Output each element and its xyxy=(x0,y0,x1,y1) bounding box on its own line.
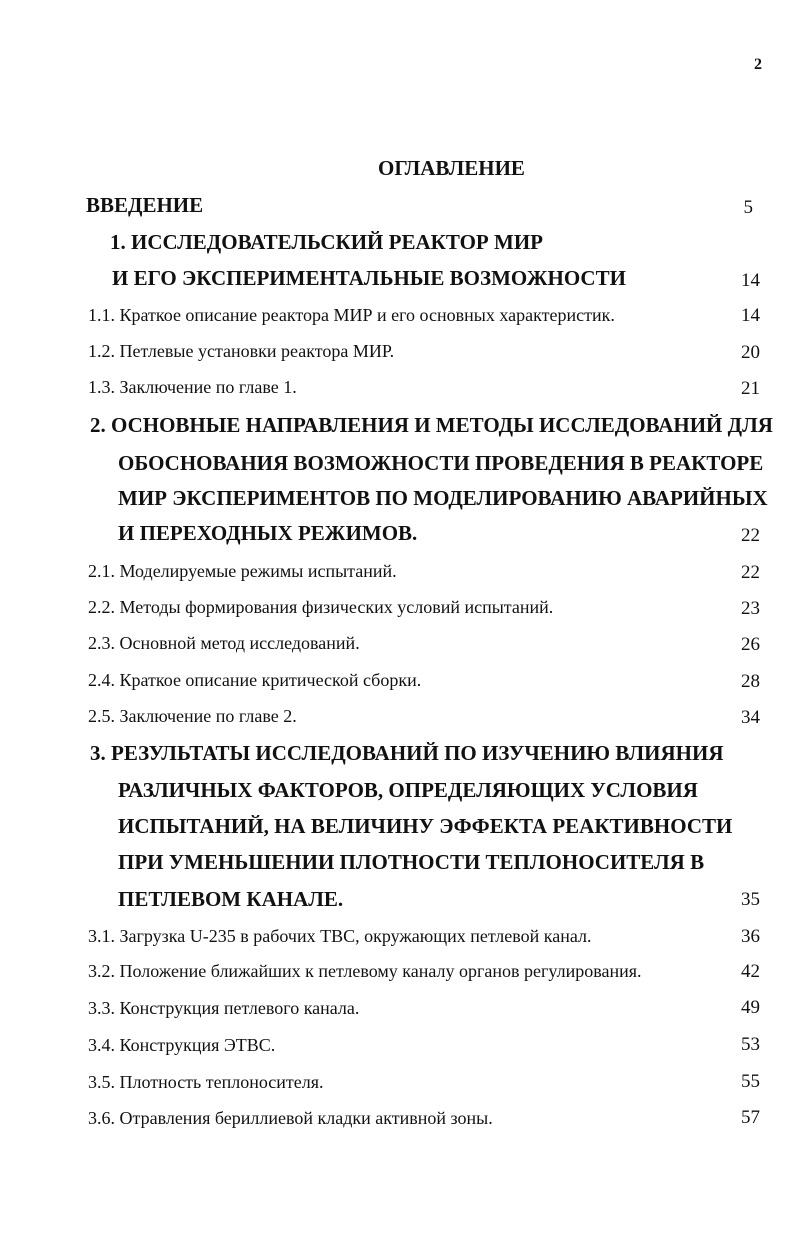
toc-entry-text: 2.2. Методы формирования физических условий испытаний. xyxy=(88,597,554,617)
toc-chapter-heading-line: ИСПЫТАНИЙ, НА ВЕЛИЧИНУ ЭФФЕКТА РЕАКТИВНОСТИ xyxy=(118,814,733,838)
toc-entry-page: 35 xyxy=(741,889,760,910)
toc-chapter-2-line xyxy=(0,521,793,547)
toc-entry-page: 34 xyxy=(741,707,760,728)
toc-section-2-4 xyxy=(0,670,793,696)
toc-entry-text: 2.3. Основной метод исследований. xyxy=(88,633,360,653)
toc-entry-page: 20 xyxy=(741,342,760,363)
toc-entry-text: 3.6. Отравления бериллиевой кладки активной зоны. xyxy=(88,1108,493,1128)
toc-entry-page: 22 xyxy=(741,562,760,583)
toc-chapter-1-line xyxy=(0,266,793,292)
toc-chapter-3-line xyxy=(0,778,793,804)
toc-chapter-heading-line: МИР ЭКСПЕРИМЕНТОВ ПО МОДЕЛИРОВАНИЮ АВАРИЙНЫХ xyxy=(118,486,768,510)
toc-entry-text: 3.2. Положение ближайших к петлевому каналу органов регулирования. xyxy=(88,961,642,981)
toc-section-2-2 xyxy=(0,597,793,623)
toc-section-1-1 xyxy=(0,305,793,331)
toc-section-3-5 xyxy=(0,1072,793,1098)
toc-entry-page: 5 xyxy=(743,197,753,218)
toc-entry-page: 55 xyxy=(741,1071,760,1092)
toc-entry-page: 42 xyxy=(741,961,760,982)
toc-section-3-2 xyxy=(0,961,793,987)
toc-entry-text: 1.1. Краткое описание реактора МИР и его основных характеристик. xyxy=(88,305,615,325)
toc-section-3-1 xyxy=(0,926,793,952)
toc-entry-page: 21 xyxy=(741,378,760,399)
toc-chapter-3-line xyxy=(0,850,793,876)
toc-section-3-6 xyxy=(0,1108,793,1134)
toc-entry-text: 1.3. Заключение по главе 1. xyxy=(88,377,297,397)
toc-entry-page: 14 xyxy=(741,270,760,291)
toc-chapter-heading-line: 2. ОСНОВНЫЕ НАПРАВЛЕНИЯ И МЕТОДЫ ИССЛЕДОВАНИЙ ДЛЯ xyxy=(90,413,773,437)
toc-chapter-3-line xyxy=(0,814,793,840)
toc-entry-page: 49 xyxy=(741,997,760,1018)
toc-entry-introduction xyxy=(0,193,793,219)
toc-chapter-heading-line: И ПЕРЕХОДНЫХ РЕЖИМОВ. xyxy=(118,521,418,545)
toc-entry-text: 2.1. Моделируемые режимы испытаний. xyxy=(88,561,397,581)
toc-section-1-2 xyxy=(0,341,793,367)
page-number: 2 xyxy=(754,56,762,73)
toc-chapter-2-line xyxy=(0,451,793,477)
toc-chapter-heading-line: ПЕТЛЕВОМ КАНАЛЕ. xyxy=(118,887,344,911)
toc-chapter-heading-line: ПРИ УМЕНЬШЕНИИ ПЛОТНОСТИ ТЕПЛОНОСИТЕЛЯ В xyxy=(118,850,705,874)
toc-chapter-heading-line: И ЕГО ЭКСПЕРИМЕНТАЛЬНЫЕ ВОЗМОЖНОСТИ xyxy=(112,266,626,290)
toc-section-3-4 xyxy=(0,1035,793,1061)
toc-section-2-1 xyxy=(0,561,793,587)
toc-entry-text: 2.4. Краткое описание критической сборки. xyxy=(88,670,422,690)
toc-entry-text: 2.5. Заключение по главе 2. xyxy=(88,706,297,726)
toc-section-2-3 xyxy=(0,633,793,659)
toc-section-3-3 xyxy=(0,998,793,1024)
toc-chapter-3-line xyxy=(0,741,793,767)
toc-chapter-2-line xyxy=(0,486,793,512)
toc-entry-page: 36 xyxy=(741,926,760,947)
toc-entry-page: 14 xyxy=(741,305,760,326)
toc-entry-text: 1.2. Петлевые установки реактора МИР. xyxy=(88,341,395,361)
toc-entry-text: 3.5. Плотность теплоносителя. xyxy=(88,1072,324,1092)
toc-entry-text: 3.4. Конструкция ЭТВС. xyxy=(88,1035,276,1055)
toc-section-2-5 xyxy=(0,706,793,732)
toc-section-1-3 xyxy=(0,377,793,403)
toc-entry-page: 28 xyxy=(741,671,760,692)
toc-entry-page: 26 xyxy=(741,634,760,655)
toc-entry-page: 53 xyxy=(741,1034,760,1055)
toc-entry-page: 23 xyxy=(741,598,760,619)
toc-chapter-1-line xyxy=(0,230,793,256)
toc-chapter-3-line xyxy=(0,887,793,913)
toc-entry-page: 22 xyxy=(741,525,760,546)
toc-entry-text: 3.1. Загрузка U-235 в рабочих ТВС, окружающих петлевой канал. xyxy=(88,926,592,946)
toc-entry-page: 57 xyxy=(741,1107,760,1128)
toc-chapter-heading-line: 1. ИССЛЕДОВАТЕЛЬСКИЙ РЕАКТОР МИР xyxy=(110,230,543,254)
toc-title: ОГЛАВЛЕНИЕ xyxy=(378,156,525,180)
toc-entry-text: ВВЕДЕНИЕ xyxy=(86,193,204,217)
toc-chapter-2-line xyxy=(0,413,793,439)
toc-chapter-heading-line: РАЗЛИЧНЫХ ФАКТОРОВ, ОПРЕДЕЛЯЮЩИХ УСЛОВИЯ xyxy=(118,778,698,802)
toc-chapter-heading-line: ОБОСНОВАНИЯ ВОЗМОЖНОСТИ ПРОВЕДЕНИЯ В РЕАКТОРЕ xyxy=(118,451,764,475)
toc-chapter-heading-line: 3. РЕЗУЛЬТАТЫ ИССЛЕДОВАНИЙ ПО ИЗУЧЕНИЮ ВЛИЯНИЯ xyxy=(90,741,724,765)
toc-entry-text: 3.3. Конструкция петлевого канала. xyxy=(88,998,360,1018)
